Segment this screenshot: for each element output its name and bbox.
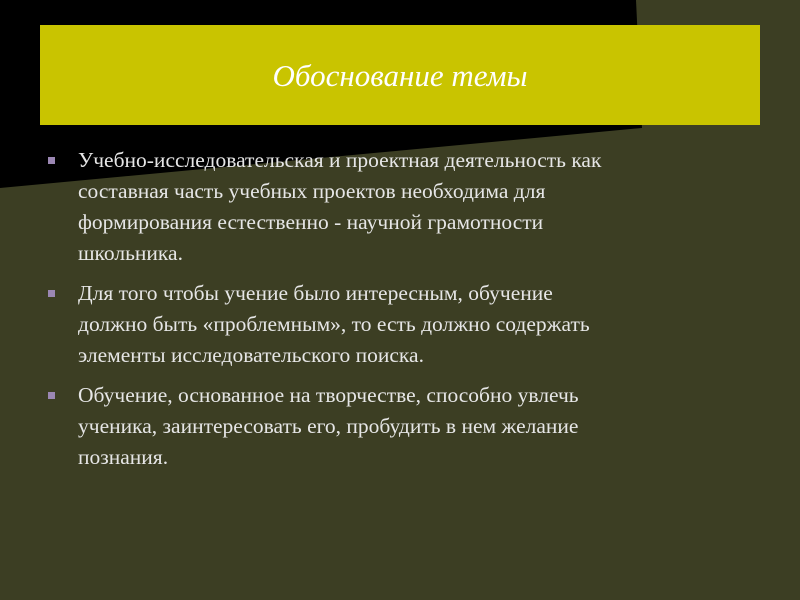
bullet-text-line: Учебно-исследовательская и проектная деятельность как	[78, 148, 602, 172]
list-item	[0, 278, 800, 371]
bullet-list	[0, 145, 800, 482]
bullet-text-line: формирования естественно - научной грамотности	[78, 210, 544, 234]
bullet-text-line: элементы исследовательского поиска.	[78, 343, 424, 367]
list-item	[0, 145, 800, 269]
square-bullet-icon	[48, 157, 55, 164]
slide-title: Обоснование темы	[272, 58, 528, 93]
square-bullet-icon	[48, 392, 55, 399]
title-bar	[40, 25, 760, 125]
bullet-text-line: познания.	[78, 445, 169, 469]
square-bullet-icon	[48, 290, 55, 297]
bullet-text-line: Обучение, основанное на творчестве, способно увлечь	[78, 383, 579, 407]
list-item	[0, 380, 800, 473]
bullet-text-line: Для того чтобы учение было интересным, обучение	[78, 281, 553, 305]
bullet-text-line: должно быть «проблемным», то есть должно содержать	[78, 312, 590, 336]
bullet-text-line: составная часть учебных проектов необходима для	[78, 179, 546, 203]
bullet-text-line: ученика, заинтересовать его, пробудить в нем желание	[78, 414, 579, 438]
bullet-text-line: школьника.	[78, 241, 183, 265]
